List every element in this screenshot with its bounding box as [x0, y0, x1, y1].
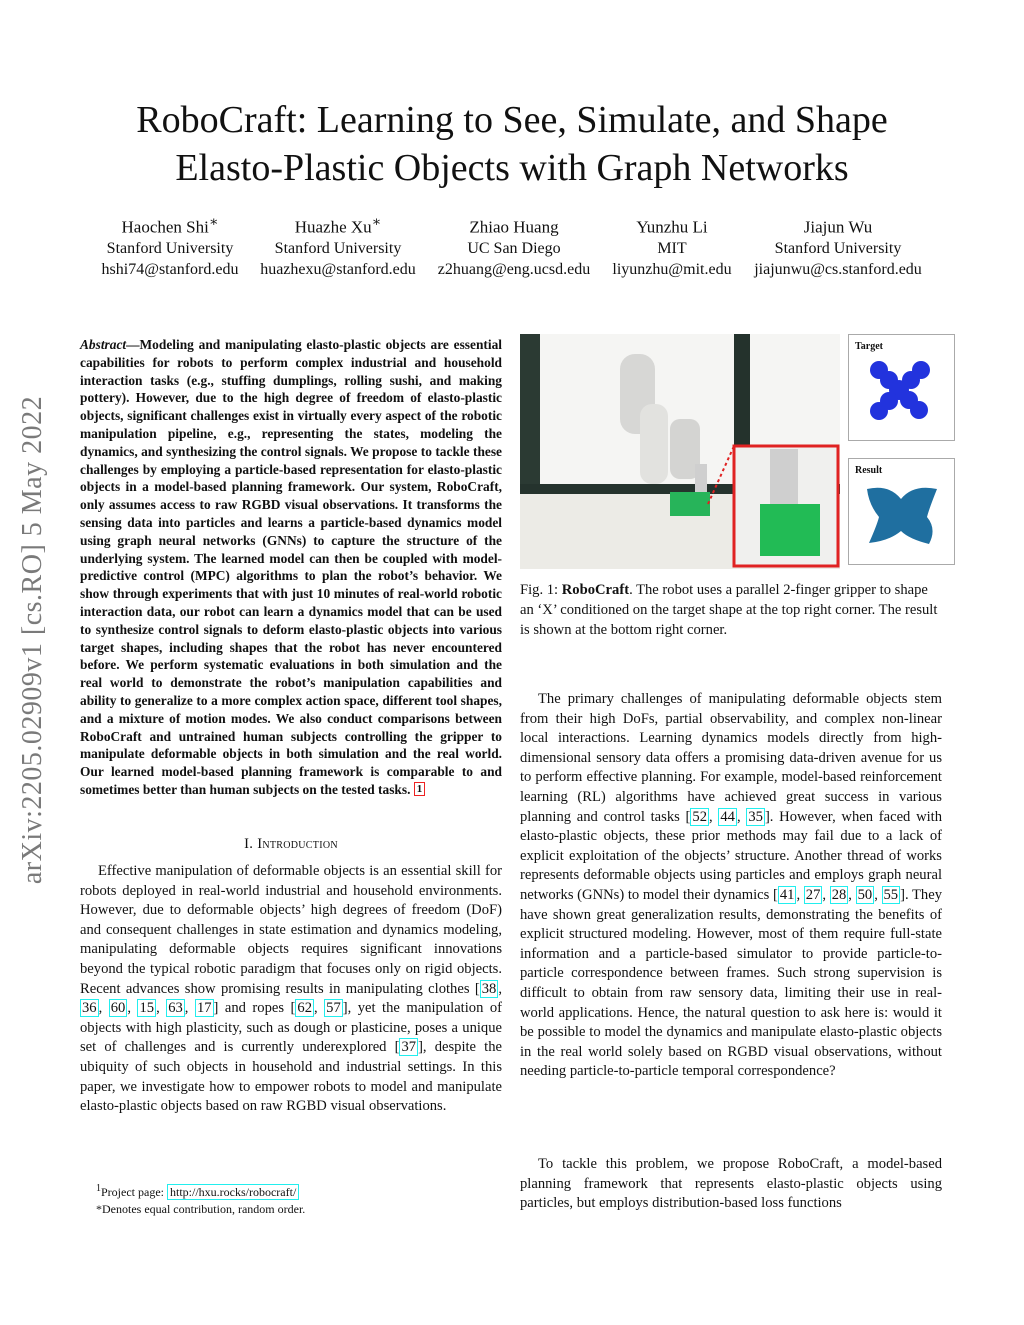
citation-link[interactable]: 52 [692, 808, 707, 825]
citation-link[interactable]: 60 [110, 1000, 126, 1017]
author-affiliation: MIT [657, 239, 687, 257]
section-number: I. [244, 836, 254, 852]
abstract [80, 336, 502, 799]
footnote-1: $^1$Project page: http://hxu.rocks/robocraft/ [80, 1180, 502, 1201]
figure-1 [520, 334, 940, 569]
abstract-text: —Modeling and manipulating elasto-plastic objects are essential capabilities for robots to perform complex industrial and household interaction tasks (e.g., stuffing dumplings, rolling sushi, and making pottery). However, due to the high degree of freedom of elasto-plastic objects, significant challenges exist in virtually every aspect of the robotic manipulation pipeline, e.g., representing the states, modeling the dynamics, and synthesizing the control signals. We propose to tackle these challenges by employing a particle-based representation for elasto-plastic objects in a model-based planning framework. Our system, RoboCraft, only assumes access to raw RGBD visual observations. It transforms the sensing data into particles and learns a particle-based dynamics model using graph neural networks (GNNs) to capture the structure of the underlying system. The learned model can then be coupled with model-predictive control (MPC) algorithms to plan the robot’s behavior. We show through experiments that with just 10 minutes of real-world robotic interaction data, our robot can learn a dynamics model that can be used to synthesize control signals to deform elasto-plastic objects into various target shapes, including shapes that the robot has never encountered before. We perform systematic evaluations in both simulation and the real world to demonstrate the robot’s manipulation capabilities and ability to generalize to a more complex action space, different tool shapes, and a mixture of motion modes. We also conduct comparisons between RoboCraft and untrained human subjects controlling the gripper to manipulate deformable objects in both simulation and the real world. Our learned model-based planning framework is comparable to and sometimes better than human subjects on the tested tasks. [80, 337, 502, 797]
project-page-link[interactable]: http://hxu.rocks/robocraft/ [167, 1184, 299, 1200]
author-email[interactable]: hshi74@stanford.edu [101, 260, 239, 278]
paper-title [80, 96, 944, 192]
author-email[interactable]: huazhexu@stanford.edu [260, 260, 416, 278]
citation-link[interactable]: 17 [196, 1000, 212, 1017]
author-name: Zhiao Huang [469, 217, 559, 237]
author-block [582, 212, 762, 280]
author-block [248, 212, 428, 280]
equal-contribution-mark: ∗ [208, 214, 219, 230]
title-line-2: Elasto-Plastic Objects with Graph Networks [175, 147, 849, 189]
citation-link[interactable]: 37 [401, 1039, 417, 1056]
author-block [748, 212, 928, 280]
author-email[interactable]: z2huang@eng.ucsd.edu [437, 260, 591, 278]
author-block [424, 212, 604, 280]
target-label: Target [855, 341, 883, 352]
citation-link[interactable]: 28 [831, 886, 847, 903]
footnotes [80, 1180, 502, 1218]
footnote-2: *Denotes equal contribution, random order. [96, 1202, 306, 1216]
section-title: Introduction [257, 836, 338, 852]
robot-photo [520, 334, 840, 569]
author-block [80, 212, 260, 280]
result-label: Result [855, 465, 883, 476]
author-affiliation: Stanford University [106, 239, 234, 257]
citation-link[interactable]: 63 [168, 1000, 183, 1017]
author-name: Yunzhu Li [636, 217, 708, 237]
figure-caption: Fig. 1: RoboCraft. The robot uses a parallel 2-finger gripper to shape an ‘X’ conditioned on the target shape at the top right corner. The result is shown at the bottom right corner. [520, 582, 938, 638]
citation-link[interactable]: 27 [805, 886, 821, 903]
title-line-1: RoboCraft: Learning to See, Simulate, and Shape [136, 99, 888, 141]
citation-link[interactable]: 15 [139, 1000, 155, 1017]
arxiv-sidebar [8, 340, 58, 940]
citation-link[interactable]: 50 [857, 886, 873, 903]
author-email[interactable]: jiajunwu@cs.stanford.edu [754, 260, 922, 278]
body-paragraph: The primary challenges of manipulating deformable objects stem from their high DoFs, partial observability, and complex non-linear local interactions. Learning dynamics models directly from high-dimensional sensory data offers a promising data-driven avenue for us to perform effective planning. For example, model-based reinforcement learning (RL) algorithms have achieved great success in various planning and control tasks [ 52 , 44 , 35 ]. However, when faced with elasto-plastic objects, these prior methods may fail due to a lack of explicit exploitation of the objects’ structure. Another thread of works represents deformable objects using particles and employs graph neural networks (GNNs) to model their dynamics [ 41 , 27 , 28 , 50 , 55 ]. They have shown great generalization results, demonstrating the benefits of explicit structured modeling. However, most of them require full-state information and a particle-based simulator to provide particle-to-particle correspondence between frames. Such strong supervision is difficult to obtain from raw sensory data, limiting their use in real-world applications. Hence, the natural question to ask here is: would it be possible to model the dynamics and manipulate elasto-plastic objects in the real world solely based on RGBD visual observations, without needing particle-to-particle temporal correspondence? [520, 691, 943, 1080]
citation-link[interactable]: 44 [720, 808, 735, 825]
arxiv-identifier: arXiv:2205.02909v1 [cs.RO] 5 May 2022 [17, 395, 48, 885]
citation-link[interactable]: 55 [883, 886, 899, 903]
citation-link[interactable]: 41 [779, 886, 795, 903]
citation-link[interactable]: 38 [481, 980, 497, 997]
result-panel [848, 458, 955, 565]
author-name: Huazhe Xu [294, 217, 372, 237]
citation-link[interactable]: 62 [297, 1000, 312, 1017]
target-panel [848, 334, 955, 441]
author-name: Jiajun Wu [803, 217, 873, 237]
citation-link[interactable]: 35 [748, 808, 763, 825]
equal-contribution-mark: ∗ [371, 214, 382, 230]
author-email[interactable]: liyunzhu@mit.edu [612, 260, 732, 278]
abstract-lead: Abstract [80, 337, 127, 352]
author-affiliation: UC San Diego [467, 239, 561, 257]
author-affiliation: Stanford University [274, 239, 402, 257]
intro-paragraph: Effective manipulation of deformable objects is an essential skill for robots deployed in real-world industrial and household environments. However, due to deformable objects’ high degrees of freedom (DoF) and consequent challenges in state estimation and dynamics modeling, manipulating deformable objects requires significant innovations beyond the typical robotic paradigm that focuses only on rigid objects. Recent advances show promising results in manipulating clothes [ 38 , 36 , 60 , 15 , 63 , 17 ] and ropes [ 62 , 57 ], yet the manipulation of objects with high plasticity, such as dough or plasticine, poses a unique set of challenges and is currently underexplored [ 37 ], despite the ubiquity of such objects in household and industrial settings. In this paper, we investigate how to empower robots to model and manipulate elasto-plastic objects based on raw RGBD visual observations. [80, 863, 503, 1115]
citation-link[interactable]: 36 [82, 1000, 97, 1017]
section-heading [80, 836, 502, 853]
footnote-link[interactable]: 1 [414, 782, 426, 796]
author-name: Haochen Shi [121, 217, 209, 237]
author-affiliation: Stanford University [774, 239, 902, 257]
citation-link[interactable]: 57 [326, 1000, 341, 1017]
body-paragraph: To tackle this problem, we propose RoboCraft, a model-based planning framework that represents elasto-plastic objects using particles, but employs distribution-based loss functions [520, 1156, 942, 1212]
robot-scene-image [520, 334, 840, 569]
